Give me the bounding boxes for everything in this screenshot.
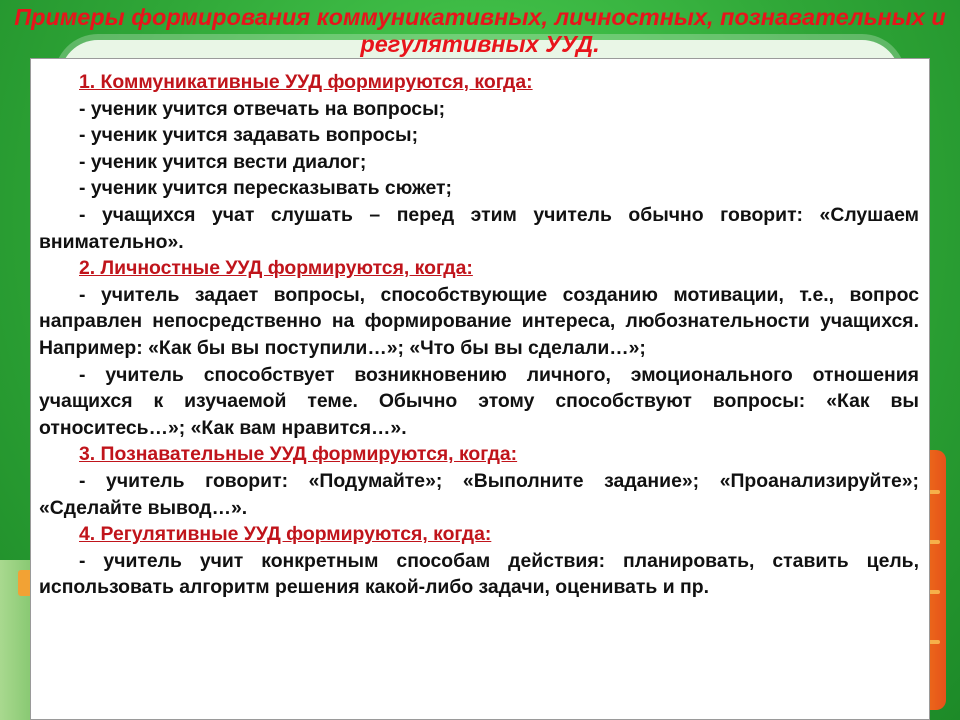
list-item: - ученик учится задавать вопросы; [79,124,419,147]
list-item: - учащихся учат слушать – перед этим учитель обычно говорит: «Слушаем внимательно». [39,203,919,253]
list-item: - учитель учит конкретным способам действия: планировать, ставить цель, использовать алгоритм решения какой-либо задачи, оценивать и пр. [39,549,919,599]
list-item: - ученик учится отвечать на вопросы; [79,97,446,120]
list-item: - учитель способствует возникновению личного, эмоционального отношения учащихся к изучаемой теме. Обычно этому способствуют вопросы: «Как вы относитесь…»; «Как вам нравится…». [39,363,919,439]
section-heading: 1. Коммуникативные УУД формируются, когда: [79,71,533,93]
slide-title: Примеры формирования коммуникативных, личностных, познавательных и регулятивных УУД. [14,4,946,57]
section-heading: 2. Личностные УУД формируются, когда: [79,257,473,280]
section-heading: 3. Познавательные УУД формируются, когда: [79,443,518,466]
list-item: - ученик учится вести диалог; [79,150,367,173]
list-item: - учитель задает вопросы, способствующие созданию мотивации, т.е., вопрос направлен непосредственно на формирование интереса, любознательности учащихся. Например: «Как бы вы поступили…»; «Что бы вы сделали…»; [39,283,919,359]
list-item: - учитель говорит: «Подумайте»; «Выполните задание»; «Проанализируйте»; «Сделайте вывод…». [39,469,919,519]
text-box [30,58,930,720]
section-heading: 4. Регулятивные УУД формируются, когда: [79,523,492,546]
list-item: - ученик учится пересказывать сюжет; [79,177,452,200]
